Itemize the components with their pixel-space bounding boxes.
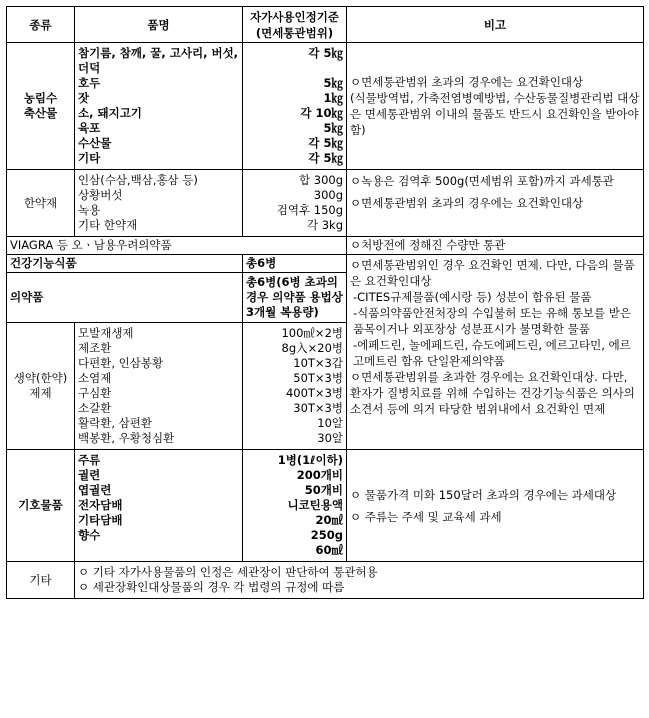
herbmed-amount-3: 50T×3병	[293, 371, 343, 385]
herbal-row	[7, 170, 644, 237]
med-note-4: -에페드린, 놀에페드린, 슈도에페드린, 에르고타민, 에르고메트린 함유 단일완제의약품	[353, 338, 631, 368]
luxury-item-0: 주류	[78, 453, 101, 467]
medicine-amount: 총6병(6병 초과의 경우 의약품 용법상 3개월 복용량)	[243, 273, 347, 323]
medicine-name: 의약품	[7, 273, 243, 323]
viagra-note: ㅇ처방전에 정해진 수량만 통관	[347, 237, 644, 255]
herbmed-amount-6: 10알	[317, 416, 343, 430]
luxury-amount-0: 1병(1ℓ이하)	[277, 453, 343, 467]
medicine-notes	[347, 255, 644, 450]
luxury-amount-3: 니코틴용액	[287, 498, 343, 512]
customs-allowance-table	[6, 6, 644, 599]
herbal-note-1: ㅇ녹용은 검역후 500g(면세범위 포함)까지 과세통관	[350, 174, 614, 188]
herbal-items	[75, 170, 243, 237]
herbmed-item-4: 구심환	[78, 386, 112, 400]
herbmed-amount-4: 400T×3병	[285, 386, 343, 400]
med-note-1: ㅇ면세통관범위인 경우 요건확인 면제. 다만, 다음의 물품은 요건확인대상	[350, 258, 635, 288]
luxury-note-2: ㅇ 주류는 주세 및 교육세 과세	[350, 509, 502, 524]
luxury-amount-5: 250g	[310, 528, 343, 542]
viagra-row	[7, 237, 644, 255]
med-note-5: ㅇ면세통관범위를 초과한 경우에는 요건확인대상. 다만, 환자가 질병치료를 위해 수입하는 건강기능식품은 의사의 소견서 등에 의거 타당한 범위내에서 요건확인 면제	[350, 370, 635, 416]
agri-amount-1: 5㎏	[323, 76, 343, 90]
agri-item-3: 소, 돼지고기	[78, 106, 142, 120]
herbmed-item-7: 백봉환, 우황청심환	[78, 431, 175, 445]
luxury-amount-6: 60㎖	[315, 543, 343, 557]
agri-item-6: 기타	[78, 151, 101, 165]
luxury-category: 기호물품	[7, 450, 75, 562]
viagra-text: VIAGRA 등 오ㆍ남용우려의약품	[7, 237, 347, 255]
luxury-amounts	[243, 450, 347, 562]
etc-line-2: ㅇ 세관장확인대상물품의 경우 각 법령의 규정에 따름	[78, 580, 345, 594]
herbal-amount-3: 각 3kg	[306, 218, 343, 232]
agri-amount-5: 각 5㎏	[308, 136, 343, 150]
agri-row	[7, 43, 644, 170]
herbmed-amount-0: 100㎖×2병	[281, 326, 343, 340]
agri-amount-4: 5㎏	[323, 121, 343, 135]
herbmed-item-5: 소갈환	[78, 401, 112, 415]
luxury-item-5: 향수	[78, 528, 101, 542]
herbal-item-2: 녹용	[78, 203, 101, 217]
luxury-amount-2: 50개비	[304, 483, 343, 497]
luxury-item-2: 엽궐련	[78, 483, 112, 497]
header-category: 종류	[7, 7, 75, 43]
agri-amounts	[243, 43, 347, 170]
herbmed-category: 생약(한약) 제제	[7, 323, 75, 450]
herbal-item-3: 기타 한약재	[78, 218, 138, 232]
agri-item-5: 수산물	[78, 136, 112, 150]
etc-category: 기타	[7, 562, 75, 599]
herbmed-amount-5: 30T×3병	[293, 401, 343, 415]
luxury-item-3: 전자담배	[78, 498, 123, 512]
luxury-item-4: 기타담배	[78, 513, 123, 527]
etc-row	[7, 562, 644, 599]
herbal-notes	[347, 170, 644, 237]
health-row	[7, 255, 644, 273]
agri-amount-3: 각 10㎏	[300, 106, 343, 120]
herbal-item-0: 인삼(수삼,백삼,홍삼 등)	[78, 173, 198, 187]
herbmed-item-1: 제조환	[78, 341, 112, 355]
herbal-amount-1: 300g	[313, 188, 343, 202]
agri-amount-0: 각 5㎏	[308, 46, 343, 60]
med-note-2: -CITES규제물품(예시랑 등) 성분이 함유된 물품	[353, 290, 592, 304]
health-amount: 총6병	[243, 255, 347, 273]
health-name: 건강기능식품	[7, 255, 243, 273]
luxury-items	[75, 450, 243, 562]
luxury-note-1: ㅇ 물품가격 미화 150달러 초과의 경우에는 과세대상	[350, 487, 617, 502]
herbmed-items	[75, 323, 243, 450]
herbmed-amounts	[243, 323, 347, 450]
herbal-note-2: ㅇ면세통관범위 초과의 경우에는 요건확인대상	[350, 196, 584, 210]
med-note-3: -식품의약품안전처장의 수입불허 또는 유해 통보를 받은 품목이거나 외포장상 성분표시가 불명확한 물품	[353, 306, 631, 336]
agri-amount-2: 1㎏	[323, 91, 343, 105]
herbmed-item-0: 모발재생제	[78, 326, 134, 340]
herbmed-item-6: 활락환, 삼편환	[78, 416, 152, 430]
luxury-amount-4: 20㎖	[315, 513, 343, 527]
herbal-item-1: 상황버섯	[78, 188, 123, 202]
agri-category: 농림수 축산물	[7, 43, 75, 170]
herbmed-amount-7: 30알	[317, 431, 343, 445]
luxury-item-1: 궐련	[78, 468, 101, 482]
agri-item-2: 잣	[78, 91, 90, 105]
agri-items	[75, 43, 243, 170]
etc-line-1: ㅇ 기타 자가사용물품의 인정은 세관장이 판단하여 통관허용	[78, 565, 378, 579]
herbmed-amount-1: 8g入×20병	[281, 341, 343, 355]
agri-amount-6: 각 5㎏	[308, 151, 343, 165]
herbmed-item-2: 다편환, 인삼봉황	[78, 356, 164, 370]
etc-text	[75, 562, 644, 599]
luxury-amount-1: 200개비	[296, 468, 343, 482]
header-remarks: 비고	[347, 7, 644, 43]
agri-item-0: 참기름, 참깨, 꿀, 고사리, 버섯, 더덕	[78, 46, 239, 75]
header-allowance: 자가사용인정기준 (면세통관범위)	[243, 7, 347, 43]
herbal-amounts	[243, 170, 347, 237]
herbal-amount-2: 검역후 150g	[276, 203, 343, 217]
herbmed-amount-2: 10T×3갑	[293, 356, 343, 370]
herbal-category: 한약재	[7, 170, 75, 237]
herbal-amount-0: 합 300g	[298, 173, 343, 187]
agri-note: ㅇ면세통관범위 초과의 경우에는 요건확인대상 (식물방역법, 가축전염병예방법, 수산동물질병관리법 대상은 면세통관범위 이내의 물품도 반드시 요건확인을 받아야 함)	[347, 43, 644, 170]
luxury-row	[7, 450, 644, 562]
agri-item-4: 육포	[78, 121, 101, 135]
agri-item-1: 호두	[78, 76, 101, 90]
header-row	[7, 7, 644, 43]
herbmed-item-3: 소염제	[78, 371, 112, 385]
header-item: 품명	[75, 7, 243, 43]
luxury-notes	[347, 450, 644, 562]
